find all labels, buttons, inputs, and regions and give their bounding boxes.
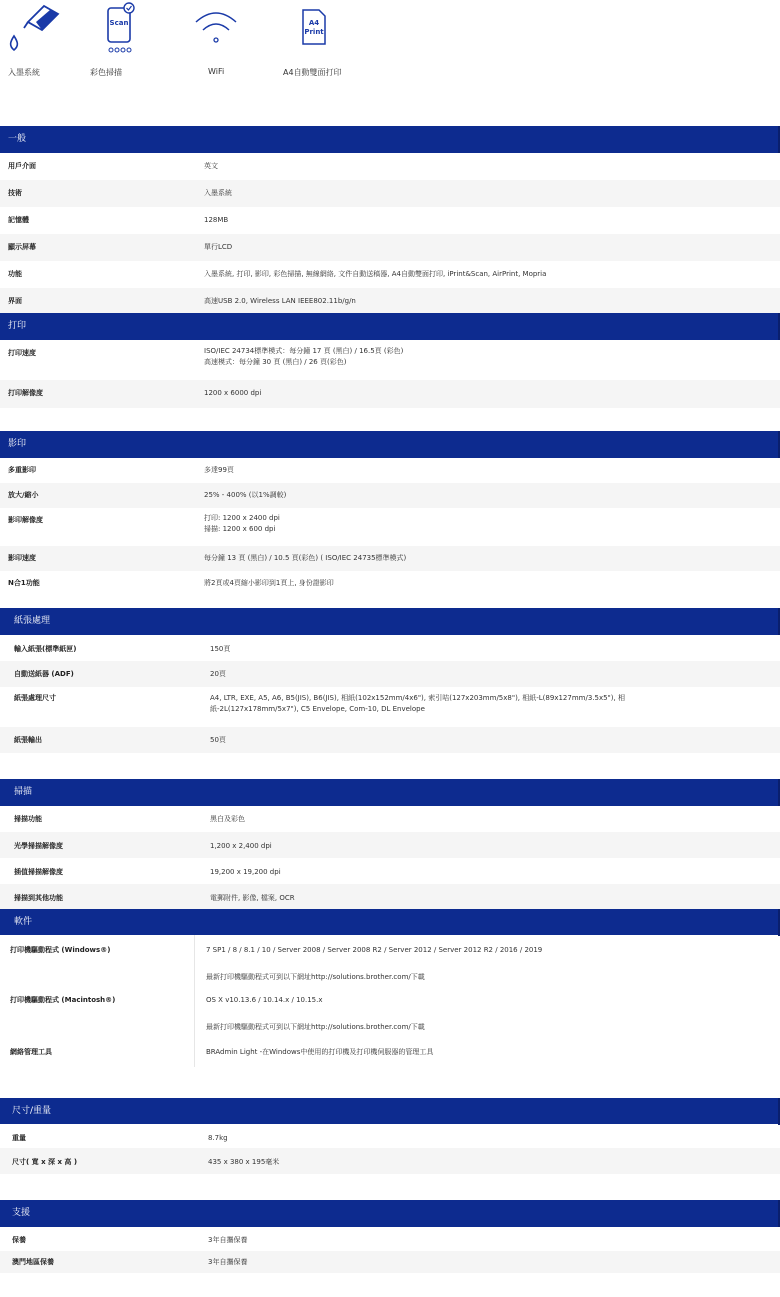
spec-value-line2: 掃描: 1200 x 600 dpi <box>204 525 276 533</box>
spec-value: 電郵附件, 影像, 檔案, OCR <box>210 894 295 902</box>
section-copy <box>0 431 780 596</box>
spec-row <box>0 261 780 288</box>
spec-row <box>0 380 780 408</box>
spec-label: 影印解像度 <box>8 516 43 524</box>
spec-value: 入墨系統 <box>204 189 232 197</box>
spec-row <box>0 153 780 180</box>
spec-value: 8.7kg <box>208 1134 228 1142</box>
section-dimensions <box>0 1098 780 1174</box>
spec-label: 技術 <box>8 189 22 197</box>
section-software <box>0 909 780 1067</box>
section-title: 支援 <box>12 1208 31 1218</box>
spec-row <box>0 180 780 207</box>
spec-label: 網絡管理工具 <box>10 1048 52 1056</box>
spec-row <box>0 884 780 910</box>
spec-row <box>0 340 780 380</box>
spec-row <box>0 687 780 727</box>
spec-row <box>0 935 780 988</box>
spec-label: 顯示屏幕 <box>8 243 36 251</box>
spec-row <box>0 988 780 1039</box>
spec-value: 19,200 x 19,200 dpi <box>210 868 281 876</box>
spec-label: 打印機驅動程式 (Macintosh®) <box>10 996 116 1004</box>
spec-value-line1: ISO/IEC 24734標準模式：每分鐘 17 頁 (黑白) / 16.5頁 (彩色) <box>204 347 404 355</box>
spec-value-line2: 最新打印機驅動程式可到以下網址http://solutions.brother.com/下載 <box>206 973 425 981</box>
spec-value: 1,200 x 2,400 dpi <box>210 842 272 850</box>
feature-label-color-scan: 彩色掃描 <box>90 68 122 77</box>
spec-label: 多重影印 <box>8 466 36 474</box>
spec-value: 435 x 380 x 195毫米 <box>208 1158 280 1166</box>
section-header <box>0 126 780 153</box>
spec-row <box>0 234 780 261</box>
section-support <box>0 1200 780 1273</box>
spec-value: 高速USB 2.0, Wireless LAN IEEE802.11b/g/n <box>204 297 356 305</box>
spec-row <box>0 1251 780 1273</box>
spec-value-line2: 最新打印機驅動程式可到以下網址http://solutions.brother.com/下載 <box>206 1023 425 1031</box>
scan-icon-text: Scan <box>109 19 129 27</box>
a4-badge-line1: A4 <box>308 19 320 27</box>
spec-value: 將2頁或4頁縮小影印到1頁上, 身份證影印 <box>204 579 334 587</box>
feature-color-scan <box>88 0 198 90</box>
spec-row <box>0 858 780 884</box>
feature-label-a4-duplex: A4自動雙面打印 <box>283 68 342 77</box>
spec-value-line1: 打印: 1200 x 2400 dpi <box>204 514 280 522</box>
section-header <box>0 608 780 635</box>
spec-label: 放大/縮小 <box>8 491 39 499</box>
spec-label: 打印速度 <box>8 349 36 357</box>
spec-value: 25% - 400% (以1%調較) <box>204 491 287 499</box>
spec-label: 插值掃描解像度 <box>14 868 63 876</box>
spec-value: 3年自攜保養 <box>208 1236 248 1244</box>
spec-label: 影印速度 <box>8 554 36 562</box>
spec-row <box>0 661 780 687</box>
section-title: 影印 <box>8 439 27 449</box>
feature-label-ink-tank: 入墨系統 <box>8 68 40 77</box>
section-scan <box>0 779 780 910</box>
spec-label: 自動送紙器 (ADF) <box>14 670 74 678</box>
spec-row <box>0 546 780 571</box>
spec-label: 重量 <box>12 1134 26 1142</box>
spec-label: N合1功能 <box>8 579 40 587</box>
spec-label: 掃描功能 <box>14 815 42 823</box>
spec-row <box>0 458 780 483</box>
section-print <box>0 313 780 408</box>
spec-value: 3年自攜保養 <box>208 1258 248 1266</box>
section-title: 掃描 <box>14 787 33 797</box>
spec-label: 紙張處理尺寸 <box>14 694 56 702</box>
spec-value: 英文 <box>204 162 218 170</box>
spec-row <box>0 727 780 753</box>
spec-row <box>0 508 780 546</box>
section-header <box>0 1098 780 1124</box>
section-title: 紙張處理 <box>14 616 51 626</box>
section-paper <box>0 608 780 753</box>
spec-label: 光學掃描解像度 <box>14 842 63 850</box>
spec-value: 黑白及彩色 <box>210 815 245 823</box>
spec-value: 20頁 <box>210 670 226 678</box>
spec-label: 掃描到其他功能 <box>14 894 63 902</box>
spec-label: 澳門地區保養 <box>12 1258 54 1266</box>
spec-label: 紙張輸出 <box>14 736 42 744</box>
spec-value: 128MB <box>204 216 229 224</box>
spec-value: 入墨系統, 打印, 影印, 彩色掃描, 無線網絡, 文件自動送稿器, A4自動雙面打印, iPrint&Scan, AirPrint, Mopria <box>204 270 547 278</box>
a4-duplex-print-icon <box>283 0 393 56</box>
feature-a4-duplex <box>283 0 393 90</box>
spec-label: 用戶介面 <box>8 162 36 170</box>
spec-value-line1: OS X v10.13.6 / 10.14.x / 10.15.x <box>206 996 323 1004</box>
spec-label: 界面 <box>8 297 22 305</box>
spec-label: 打印機驅動程式 (Windows®) <box>10 946 111 954</box>
spec-row <box>0 806 780 832</box>
spec-label: 記憶體 <box>8 216 29 224</box>
spec-row <box>0 288 780 315</box>
spec-value: 單行LCD <box>204 243 233 251</box>
feature-icons-row <box>0 0 780 100</box>
spec-value-line2: 紙-2L(127x178mm/5x7"), C5 Envelope, Com-10, DL Envelope <box>210 705 425 713</box>
spec-label: 輸入紙張(標準紙匣) <box>14 645 77 653</box>
section-title: 打印 <box>8 321 27 331</box>
spec-value: BRAdmin Light -在Windows中使用的打印機及打印機伺服器的管理工具 <box>206 1048 434 1056</box>
section-header <box>0 431 780 458</box>
section-title: 軟件 <box>14 917 33 927</box>
section-header <box>0 779 780 806</box>
spec-value-line2: 高速模式：每分鐘 30 頁 (黑白) / 26 頁(彩色) <box>204 358 347 366</box>
spec-value: 多達99頁 <box>204 466 234 474</box>
spec-label: 打印解像度 <box>8 389 43 397</box>
feature-label-wifi: WiFi <box>208 67 225 76</box>
a4-badge-line2: Print <box>304 28 324 36</box>
spec-value: 50頁 <box>210 736 226 744</box>
spec-row <box>0 1039 780 1067</box>
spec-row <box>0 635 780 661</box>
spec-row <box>0 483 780 508</box>
spec-row <box>0 832 780 858</box>
spec-label: 功能 <box>8 270 22 278</box>
spec-value: 每分鐘 13 頁 (黑白) / 10.5 頁(彩色) ( ISO/IEC 24735標準模式) <box>204 554 407 562</box>
section-title: 一般 <box>8 134 27 144</box>
spec-row <box>0 1124 780 1148</box>
section-header <box>0 909 780 935</box>
spec-label: 保養 <box>12 1236 26 1244</box>
spec-label: 尺寸( 寬 x 深 x 高 ) <box>12 1158 78 1166</box>
spec-row <box>0 207 780 234</box>
spec-value: 150頁 <box>210 645 231 653</box>
spec-value-line1: A4, LTR, EXE, A5, A6, B5(JIS), B6(JIS), 相紙(102x152mm/4x6"), 索引咭(127x203mm/5x8"), 相紙-L(89x127mm/3.5x5"), 相 <box>210 694 625 702</box>
color-scan-icon <box>88 0 198 56</box>
section-header <box>0 1200 780 1227</box>
section-header <box>0 313 780 340</box>
section-general <box>0 126 780 315</box>
spec-row <box>0 1148 780 1174</box>
spec-value-line1: 7 SP1 / 8 / 8.1 / 10 / Server 2008 / Server 2008 R2 / Server 2012 / Server 2012 R2 / 2016 / 2019 <box>206 946 543 954</box>
spec-row <box>0 1227 780 1251</box>
spec-row <box>0 571 780 596</box>
spec-value: 1200 x 6000 dpi <box>204 389 262 397</box>
section-title: 尺寸/重量 <box>12 1106 52 1116</box>
